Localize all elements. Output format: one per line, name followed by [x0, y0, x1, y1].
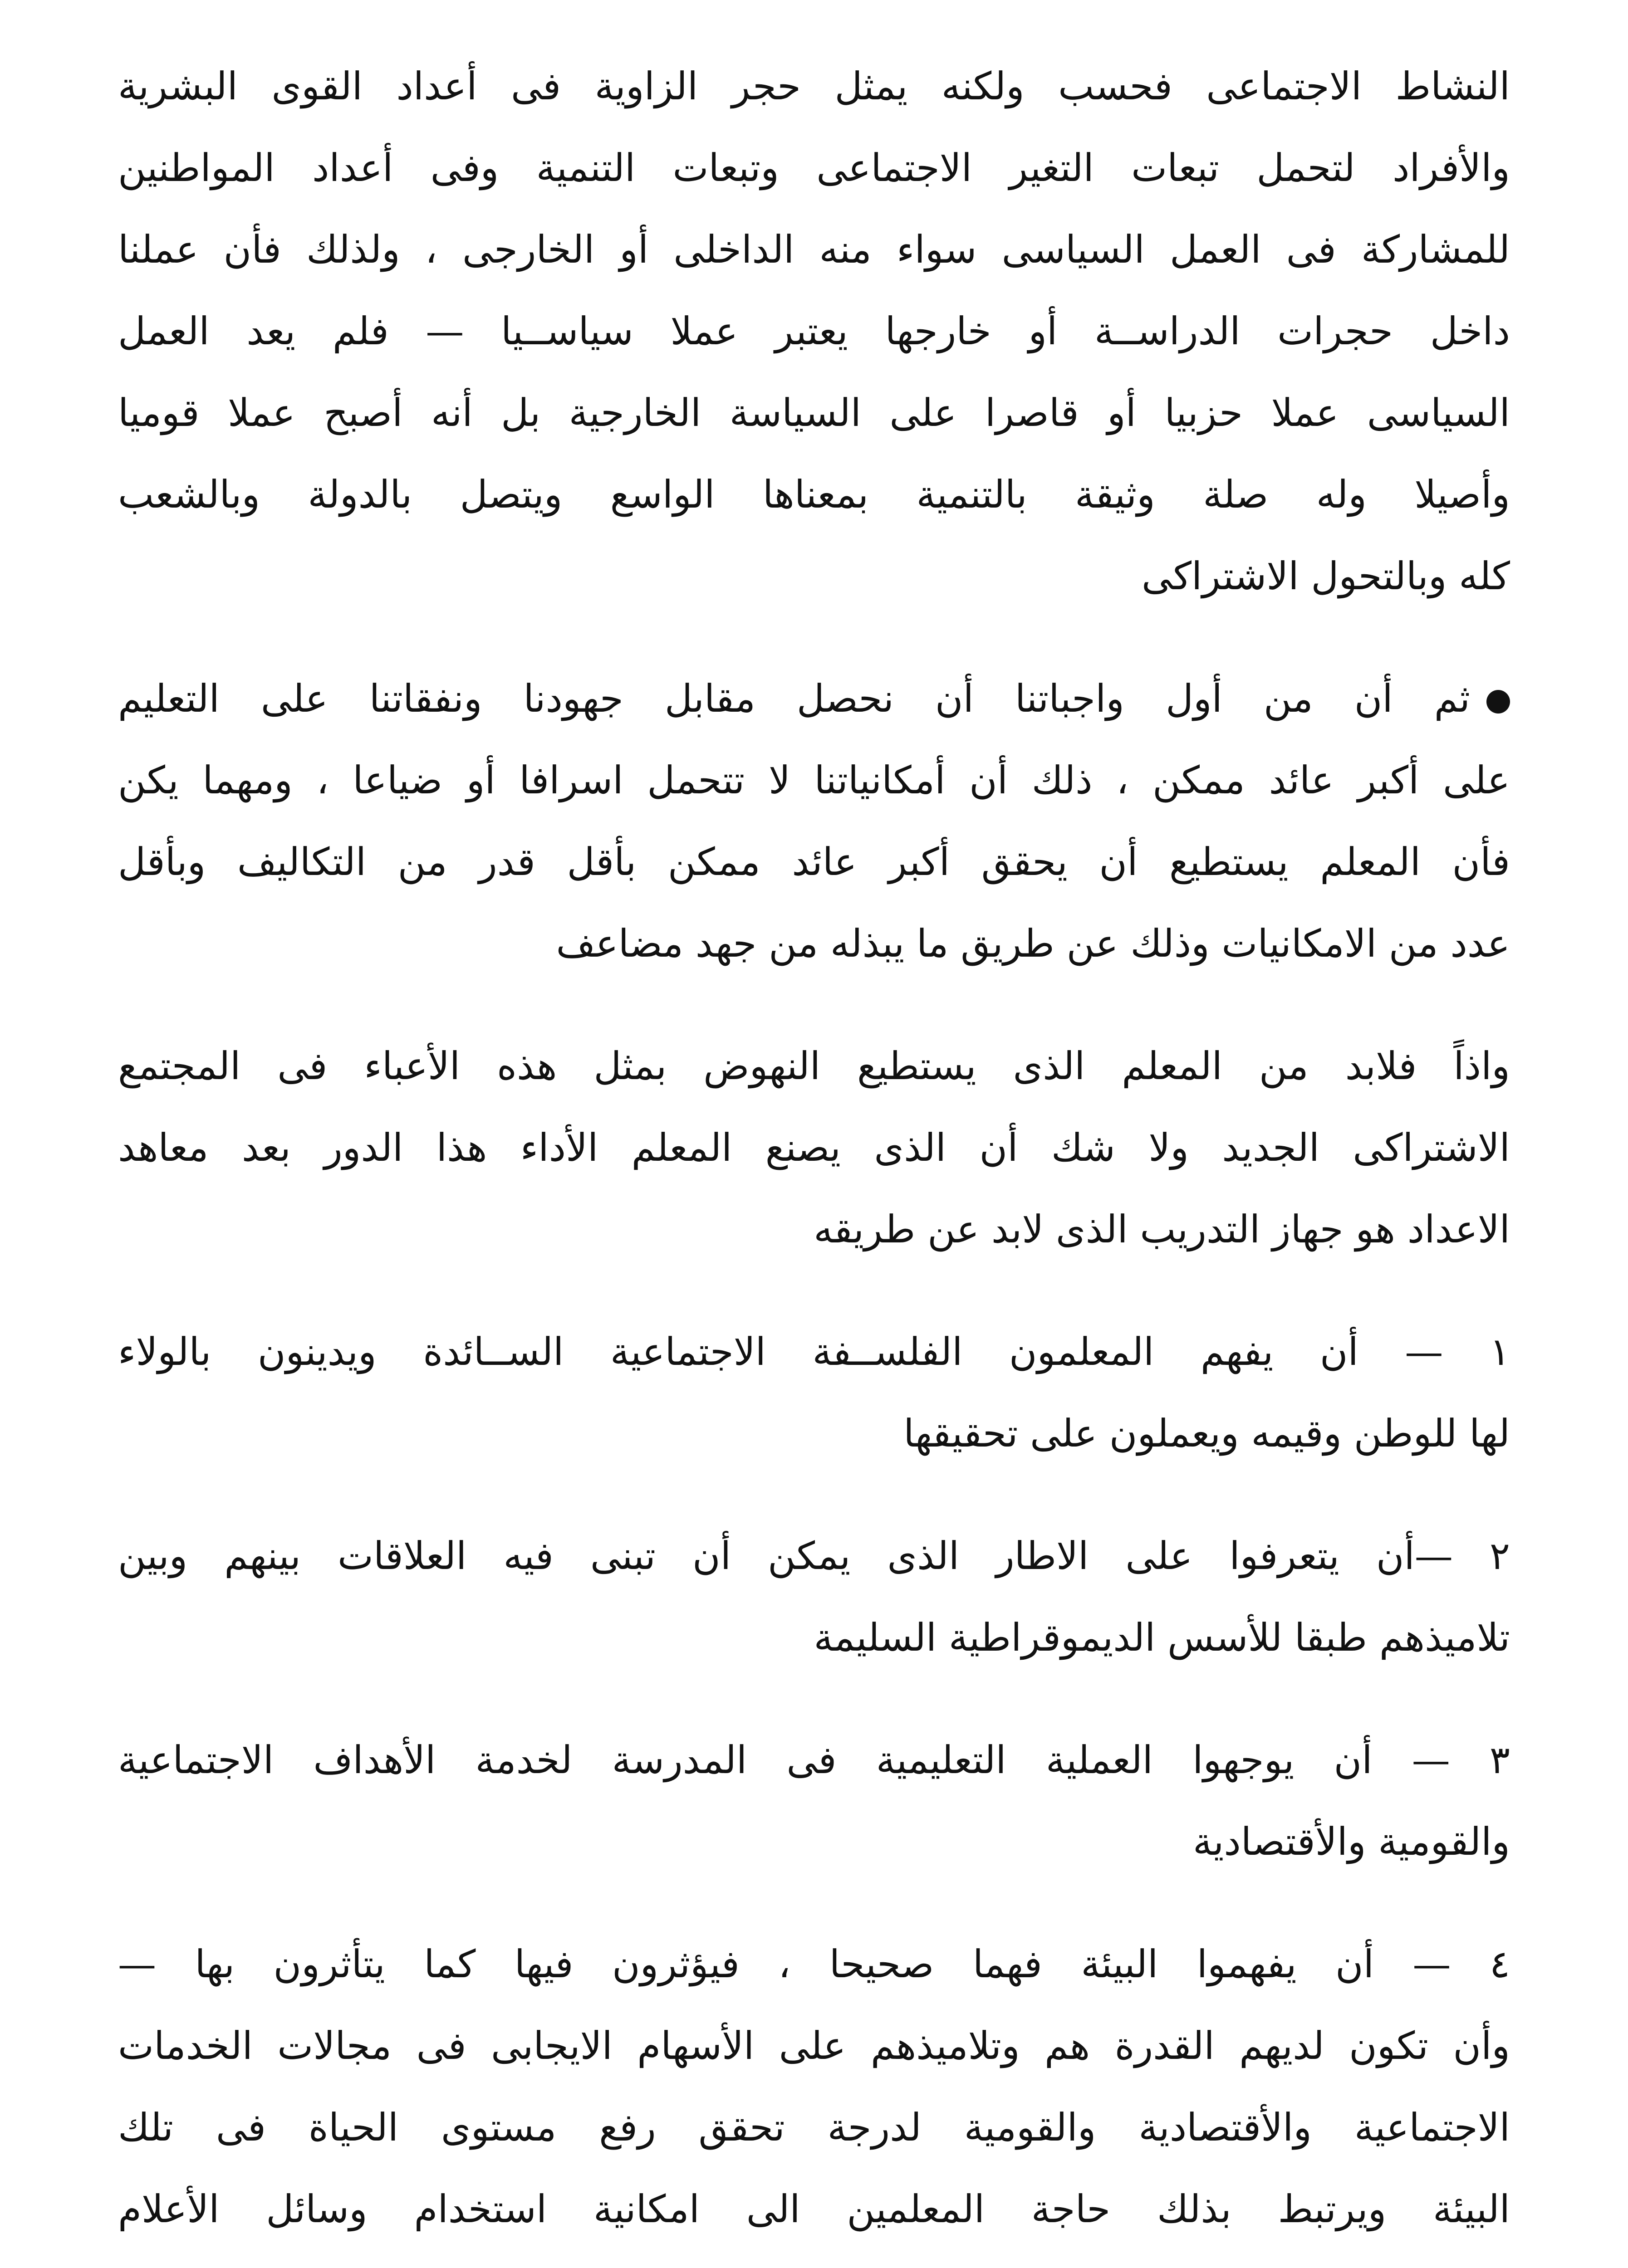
text-line: تلاميذهم طبقا للأسس الديموقراطية السليمة	[814, 1615, 1510, 1660]
text-line: وأن تكون لديهم القدرة هم وتلاميذهم على الأسهام الايجابى فى مجالات الخدمات	[118, 2024, 1510, 2068]
paragraph-bullet-return	[118, 658, 1510, 984]
text-line: الاشتراكى الجديد ولا شك أن الذى يصنع المعلم الأداء هذا الدور بعد معاهد	[118, 1125, 1510, 1170]
list-item-3	[118, 1719, 1510, 1882]
text-line: للمشاركة فى العمل السياسى سواء منه الداخلى أو الخارجى ، ولذلك فأن عملنا	[118, 227, 1510, 272]
text-line: الاجتماعية والأقتصادية والقومية لدرجة تحقق رفع مستوى الحياة فى تلك	[118, 2105, 1510, 2150]
page-body	[118, 45, 1510, 2268]
paragraph-political-activity	[118, 45, 1510, 617]
list-item-4	[118, 1923, 1510, 2268]
text-line: ٢ —أن يتعرفوا على الاطار الذى يمكن أن تبنى فيه العلاقات بينهم وبين	[118, 1534, 1510, 1578]
bullet-icon	[1486, 690, 1510, 714]
text-line: واذاً فلابد من المعلم الذى يستطيع النهوض بمثل هذه الأعباء فى المجتمع	[118, 1044, 1510, 1088]
list-item-2	[118, 1515, 1510, 1678]
text-line: الاعداد هو جهاز التدريب الذى لابد عن طريقه	[814, 1207, 1510, 1251]
text-line: والأفراد لتحمل تبعات التغير الاجتماعى وتبعات التنمية وفى أعداد المواطنين	[118, 146, 1510, 190]
text-line	[118, 2250, 1510, 2268]
text-line: والقومية والأقتصادية	[1192, 1819, 1510, 1864]
text-line: وأصيلا وله صلة وثيقة بالتنمية بمعناها الواسع ويتصل بالدولة وبالشعب	[118, 472, 1510, 517]
text-line: النشاط الاجتماعى فحسب ولكنه يمثل حجر الزاوية فى أعداد القوى البشرية	[118, 64, 1510, 108]
bullet-line	[118, 658, 1510, 739]
text-line: لها للوطن وقيمه ويعملون على تحقيقها	[903, 1411, 1510, 1456]
text-line: داخل حجرات الدراســة أو خارجها يعتبر عملا سياســيا — فلم يعد العمل	[118, 309, 1510, 353]
text-line: كله وبالتحول الاشتراكى	[1141, 554, 1510, 598]
text-line: السياسى عملا حزبيا أو قاصرا على السياسة الخارجية بل أنه أصبح عملا قوميا	[118, 391, 1510, 435]
text-line: عدد من الامكانيات وذلك عن طريق ما يبذله من جهد مضاعف	[556, 921, 1510, 966]
text-line: ٣ — أن يوجهوا العملية التعليمية فى المدرسة لخدمة الأهداف الاجتماعية	[118, 1738, 1510, 1782]
text-line: على أكبر عائد ممكن ، ذلك أن أمكانياتنا لا تتحمل اسرافا أو ضياعا ، ومهما يكن	[118, 758, 1510, 802]
list-item-1	[118, 1311, 1510, 1474]
text-line: البيئة ويرتبط بذلك حاجة المعلمين الى امكانية استخدام وسائل الأعلام	[118, 2187, 1510, 2231]
text-line: ١ — أن يفهم المعلمون الفلســفة الاجتماعية الســائدة ويدينون بالولاء	[118, 1330, 1510, 1374]
text-line: ٤ — أن يفهموا البيئة فهما صحيحا ، فيؤثرون فيها كما يتأثرون بها —	[118, 1942, 1510, 1986]
paragraph-teacher-training	[118, 1025, 1510, 1270]
text-line: فأن المعلم يستطيع أن يحقق أكبر عائد ممكن بأقل قدر من التكاليف وبأقل	[118, 840, 1510, 884]
text-line: ثم أن من أول واجباتنا أن نحصل مقابل جهودنا ونفقاتنا على التعليم	[118, 676, 1470, 721]
